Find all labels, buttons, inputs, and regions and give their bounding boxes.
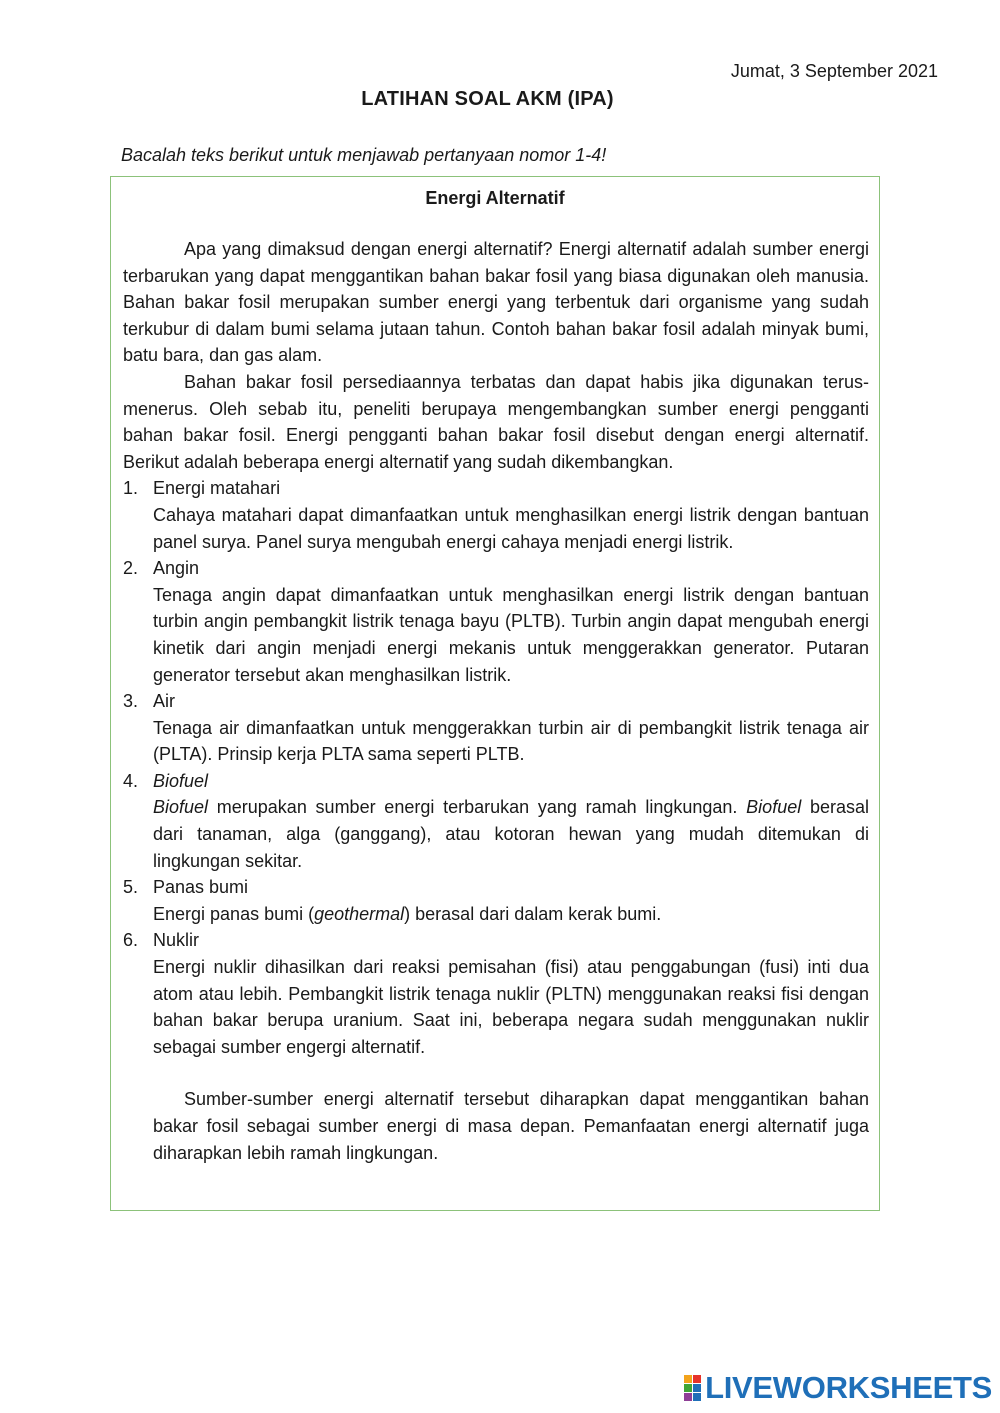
list-item <box>123 768 869 874</box>
date: Jumat, 3 September 2021 <box>730 61 938 81</box>
item-description: Cahaya matahari dapat dimanfaatkan untuk menghasilkan energi listrik dengan bantuan panel surya. Panel surya mengubah energi cahaya menjadi energi listrik. <box>153 504 869 552</box>
list-item <box>123 475 869 555</box>
intro-paragraph: Bahan bakar fosil persediaannya terbatas dan dapat habis jika digunakan terus-menerus. Oleh sebab itu, peneliti berupaya mengembangkan sumber energi pengganti bahan bakar fosil. Energi pengganti bahan bakar fosil disebut dengan energi alternatif. Berikut adalah beberapa energi alternatif yang sudah dikembangkan. <box>123 371 869 472</box>
item-description <box>153 794 869 874</box>
italic-term: Biofuel <box>746 797 802 818</box>
logo-mark-icon <box>684 1375 701 1401</box>
italic-term: geothermal <box>314 903 405 924</box>
italic-term: Biofuel <box>153 797 209 818</box>
energy-list <box>123 475 869 1060</box>
item-number: 1. <box>123 478 139 499</box>
logo-square <box>693 1384 701 1392</box>
article-body <box>123 236 869 1166</box>
item-description: Energi nuklir dihasilkan dari reaksi pemisahan (fisi) atau penggabungan (fusi) inti dua atom atau lebih. Pembangkit listrik tenaga nuklir (PLTN) menggunakan reaksi fisi dengan bahan bakar berupa uranium. Saat ini, beberapa negara sudah menggunakan nuklir sebagai sumber engergi alternatif. <box>153 957 869 1057</box>
reading-box <box>110 176 880 1211</box>
item-number: 4. <box>123 770 139 791</box>
item-number: 3. <box>123 691 139 712</box>
list-item <box>123 927 869 1060</box>
item-description: Tenaga air dimanfaatkan untuk menggerakkan turbin air di pembangkit listrik tenaga air (PLTA). Prinsip kerja PLTA sama seperti PLTB. <box>153 717 869 765</box>
item-description: Tenaga angin dapat dimanfaatkan untuk menghasilkan energi listrik dengan bantuan turbin angin pembangkit listrik tenaga bayu (PLTB). Turbin angin dapat mengubah energi kinetik dari angin menjadi energi mekanis untuk menggerakkan generator. Putaran generator tersebut akan menghasilkan listrik. <box>153 584 869 685</box>
article-heading: Energi Alternatif <box>425 188 565 208</box>
logo-text: LIVEWORKSHEETS <box>705 1370 992 1405</box>
item-title: Air <box>153 691 175 712</box>
item-description <box>153 901 869 928</box>
item-title: Nuklir <box>153 930 200 951</box>
logo-square <box>693 1393 701 1401</box>
item-number: 6. <box>123 930 139 951</box>
item-title-italic: Biofuel <box>153 770 209 791</box>
list-item <box>123 874 869 927</box>
logo-square <box>684 1375 692 1383</box>
item-title <box>153 768 869 795</box>
item-number: 2. <box>123 558 139 579</box>
item-title: Angin <box>153 558 200 579</box>
instruction: Bacalah teks berikut untuk menjawab pertanyaan nomor 1-4! <box>121 145 607 165</box>
page-title: LATIHAN SOAL AKM (IPA) <box>361 88 614 110</box>
item-number: 5. <box>123 877 139 898</box>
list-item <box>123 555 869 688</box>
logo-square <box>693 1375 701 1383</box>
description-text: berasal dari tanaman, alga (ganggang), atau kotoran hewan yang mudah ditemukan di lingkungan sekitar. <box>153 797 869 871</box>
item-title: Energi matahari <box>153 478 281 499</box>
description-text: ) berasal dari dalam kerak bumi. <box>404 903 662 924</box>
liveworksheets-logo <box>684 1372 992 1403</box>
closing-paragraph: Sumber-sumber energi alternatif tersebut diharapkan dapat menggantikan bahan bakar fosil sebagai sumber energi di masa depan. Pemanfaatan energi alternatif juga diharapkan lebih ramah lingkungan. <box>153 1089 869 1163</box>
logo-square <box>684 1384 692 1392</box>
list-item <box>123 688 869 768</box>
logo-square <box>684 1393 692 1401</box>
description-text: Energi panas bumi ( <box>153 903 315 924</box>
description-text: merupakan sumber energi terbarukan yang ramah lingkungan. <box>208 797 747 818</box>
intro-paragraph: Apa yang dimaksud dengan energi alternatif? Energi alternatif adalah sumber energi terbarukan yang dapat menggantikan bahan bakar fosil yang biasa digunakan oleh manusia. Bahan bakar fosil merupakan sumber energi yang terbentuk dari organisme yang sudah terkubur di dalam bumi selama jutaan tahun. Contoh bahan bakar fosil adalah minyak bumi, batu bara, dan gas alam. <box>123 239 869 366</box>
item-title: Panas bumi <box>153 877 249 898</box>
